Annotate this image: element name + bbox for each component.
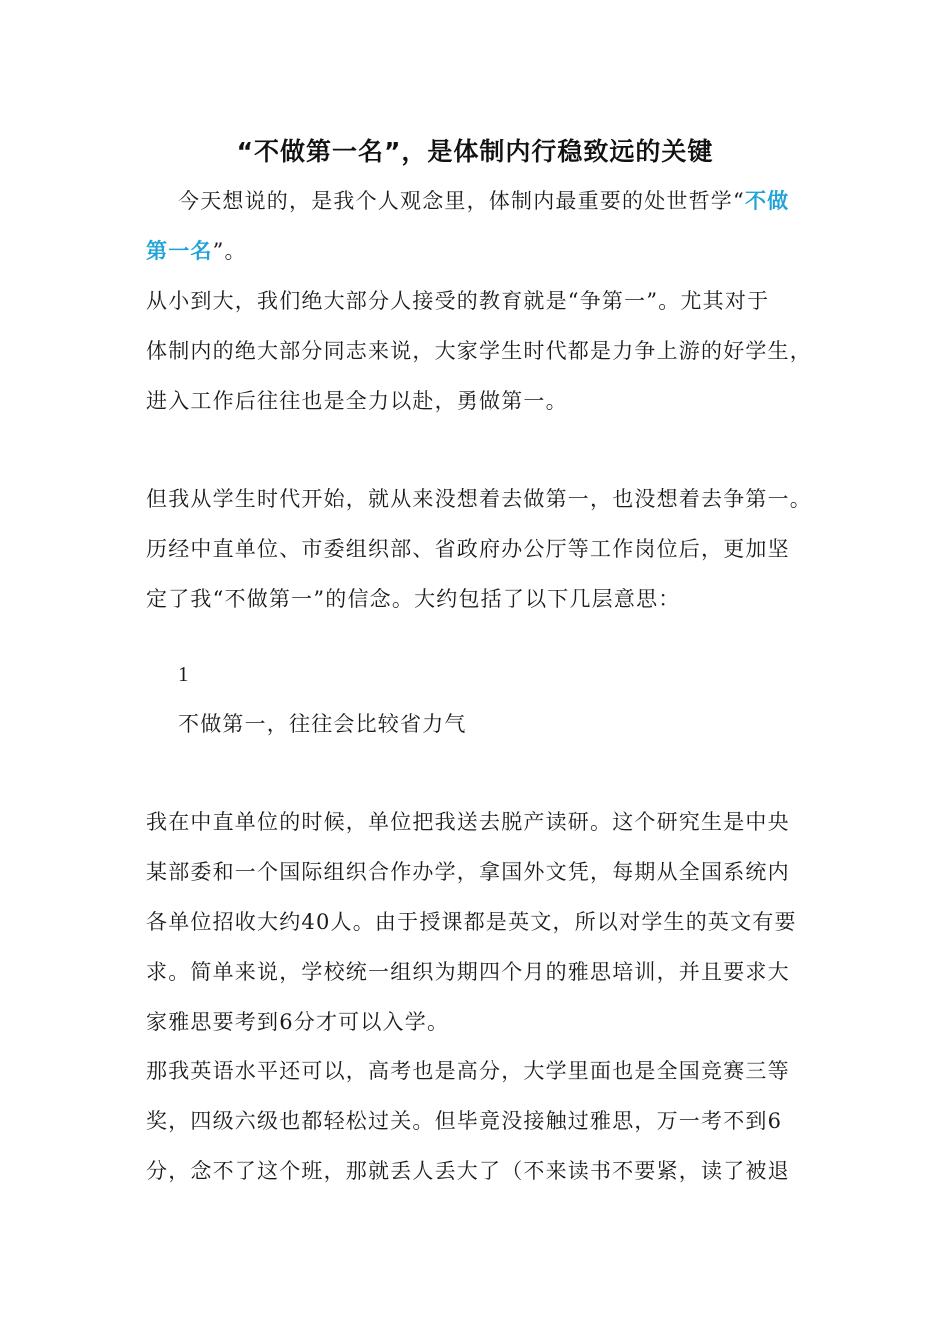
paragraph-line: 我在中直单位的时候，单位把我送去脱产读研。这个研究生是中央 [146,810,790,834]
paragraph-line: 某部委和一个国际组织合作办学，拿国外文凭，每期从全国系统内 [146,860,790,884]
paragraph-line: 家雅思要考到6分才可以入学。 [146,1010,450,1034]
paragraph-line: 从小到大，我们绝大部分人接受的教育就是“争第一”。尤其对于 [146,289,770,313]
intro-highlight-link[interactable]: 不做 [744,189,790,213]
intro-text-end: ”。 [212,239,247,263]
intro-highlight-link-cont[interactable]: 第一名 [146,239,213,263]
section-number: 1 [178,662,189,686]
paragraph-line: 定了我“不做第一”的信念。大约包括了以下几层意思： [146,587,681,611]
paragraph-line: 历经中直单位、市委组织部、省政府办公厅等工作岗位后，更加坚 [146,537,790,561]
paragraph-line: 进入工作后往往也是全力以赴，勇做第一。 [146,389,568,413]
intro-line-2 [146,235,816,267]
paragraph-line: 那我英语水平还可以，高考也是高分，大学里面也是全国竞赛三等 [146,1059,790,1083]
document-title: “不做第一名”，是体制内行稳致远的关键 [236,137,714,166]
paragraph-line: 奖，四级六级也都轻松过关。但毕竟没接触过雅思，万一考不到6 [146,1109,783,1133]
intro-line-1 [178,185,848,217]
paragraph-line: 各单位招收大约40人。由于授课都是英文，所以对学生的英文有要 [146,910,797,934]
paragraph-line: 分，念不了这个班，那就丢人丢大了（不来读书不要紧，读了被退 [146,1159,790,1183]
paragraph-line: 求。简单来说，学校统一组织为期四个月的雅思培训，并且要求大 [146,960,790,984]
paragraph-line: 但我从学生时代开始，就从来没想着去做第一，也没想着去争第一。 [146,487,812,511]
intro-text: 今天想说的，是我个人观念里，体制内最重要的处世哲学“ [178,189,745,213]
section-heading: 不做第一，往往会比较省力气 [178,712,467,736]
paragraph-line: 体制内的绝大部分同志来说，大家学生时代都是力争上游的好学生， [146,339,812,363]
